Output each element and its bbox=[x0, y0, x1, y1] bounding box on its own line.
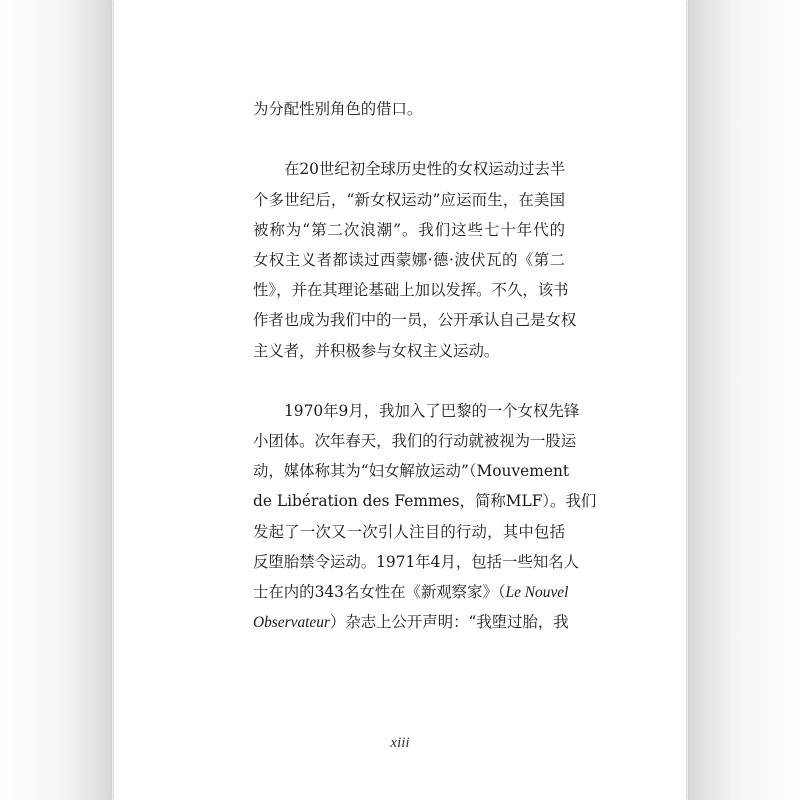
text-line: 小团体。次年春天，我们的行动就被视为一股运 bbox=[253, 432, 577, 451]
paragraph-gap bbox=[253, 124, 565, 154]
text-line: 为分配性别角色的借口。 bbox=[253, 100, 423, 118]
italic-title-segment: Le Nouvel bbox=[505, 584, 569, 601]
text-line: 作者也成为我们中的一员，公开承认自己是女权 bbox=[253, 311, 577, 330]
text-line: 被称为“第二次浪潮”。我们这些七十年代的 bbox=[253, 220, 565, 239]
viewer-background-right bbox=[688, 0, 800, 800]
text-line: 性》，并在其理论基础上加以发挥。不久，该书 bbox=[253, 281, 569, 300]
text-line: 反堕胎禁令运动。1971年4月，包括一些知名人 bbox=[253, 552, 579, 571]
text-segment: 士在内的343名女性在《新观察家》（ bbox=[253, 583, 506, 601]
text-line: 主义者，并积极参与女权主义运动。 bbox=[253, 341, 500, 360]
text-line: 在20世纪初全球历史性的女权运动过去半 bbox=[284, 160, 566, 179]
text-line: 1970年9月，我加入了巴黎的一个女权先锋 bbox=[284, 401, 580, 420]
text-line-with-title bbox=[253, 577, 569, 607]
text-line: 发起了一次又一次引人注目的行动，其中包括 bbox=[253, 522, 565, 541]
text-line: de Libération des Femmes，简称MLF）。我们 bbox=[253, 492, 597, 511]
text-segment: ）杂志上公开声明：“我堕过胎，我 bbox=[329, 613, 569, 632]
paragraph-gap bbox=[253, 366, 565, 396]
text-line: 动，媒体称其为“妇女解放运动”（Mouvement bbox=[253, 462, 570, 481]
text-line: 女权主义者都读过西蒙娜·德·波伏瓦的《第二 bbox=[253, 250, 565, 269]
text-line-with-title bbox=[253, 607, 569, 637]
text-line: 个多世纪后，“新女权运动”应运而生，在美国 bbox=[253, 190, 565, 209]
page-number: xiii bbox=[390, 735, 410, 751]
viewer-background-left bbox=[0, 0, 112, 800]
book-page bbox=[114, 0, 686, 800]
page-body-text bbox=[253, 94, 597, 637]
italic-title-segment: Observateur bbox=[253, 614, 330, 632]
